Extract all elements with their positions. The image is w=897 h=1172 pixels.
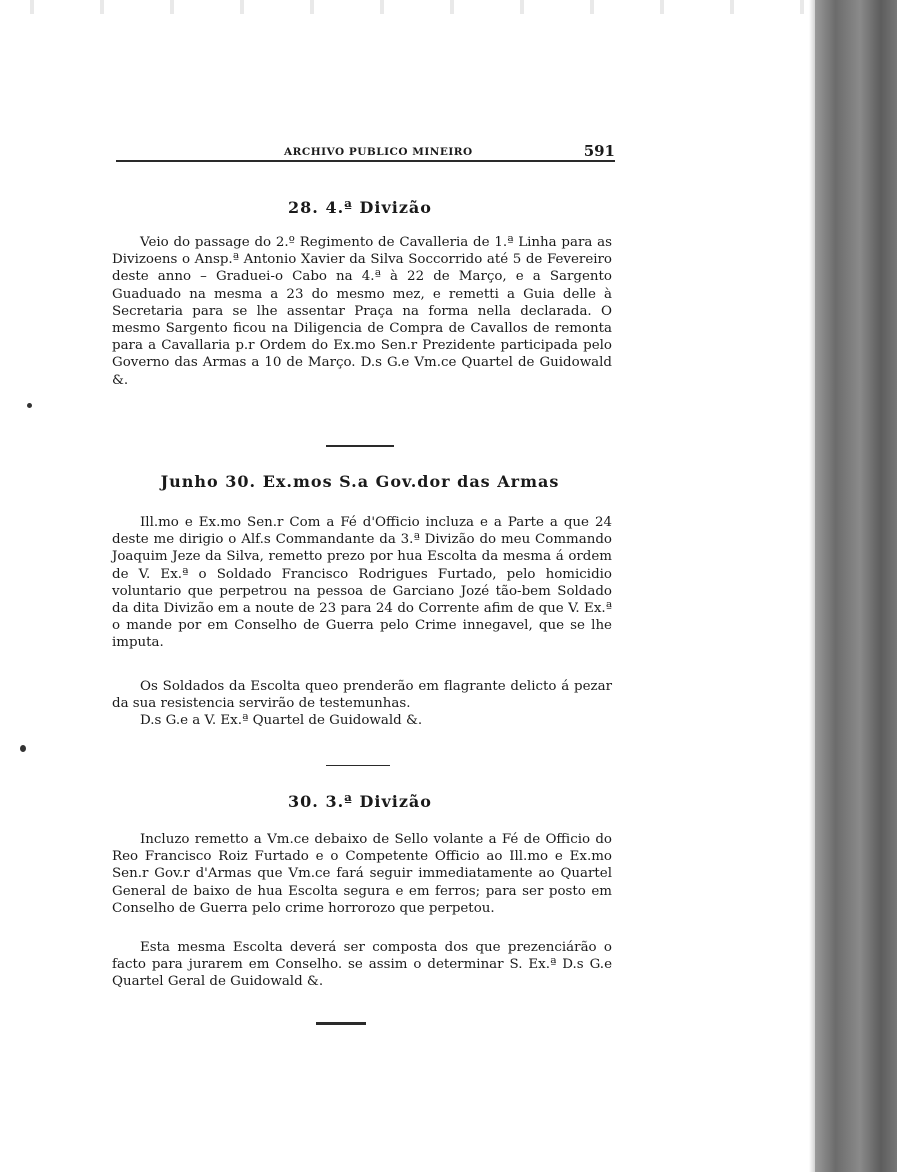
paragraph-escolta-witnesses: Os Soldados da Escolta queo prenderão em flagrante delicto á pezar da sua resistencia servirão de testemunhas. (112, 679, 612, 712)
paragraph-escort-composition: Esta mesma Escolta deverá ser composta dos que prezenciárão o facto para jurarem em Conselho. se assim o determinar S. Ex.ª D.s G.e Quartel Geral de Guidowald &. (112, 940, 612, 990)
end-ornament-rule (316, 1022, 366, 1025)
letter-closing: D.s G.e a V. Ex.ª Quartel de Guidowald &. (140, 713, 423, 729)
paragraph-4a-divizao: Veio do passage do 2.º Regimento de Cavalleria de 1.ª Linha para as Divizoens o Ansp.ª Antonio Xavier da Silva Soccorrido até 5 de Fevereiro deste anno – Graduei-o Cabo na 4.ª à 22 de Março, e a Sargento Guaduado na mesma a 23 do mesmo mez, e remetti a Guia delle à Secretaria para se lhe assentar Praça na forma nella declarada. O mesmo Sargento ficou na Diligencia de Compra de Cavallos de remonta para a Cavallaria p.r Ordem do Ex.mo Sen.r Prezidente participada pelo Governo das Armas a 10 de Março. D.s G.e Vm.ce Quartel de Guidowald &. (112, 235, 612, 388)
paragraph-remittance: Incluzo remetto a Vm.ce debaixo de Sello volante a Fé de Officio do Reo Francisco Roiz Furtado e o Competente Officio ao Ill.mo e Ex.mo Sen.r Gov.r d'Armas que Vm.ce fará seguir immediatamente ao Quartel General de baixo de hua Escolta segura e em ferros; para ser posto em Conselho de Guerra pelo crime horrorozo que perpetou. (112, 832, 612, 916)
section-separator (326, 765, 390, 766)
margin-speck (27, 403, 32, 408)
section-separator (326, 445, 394, 447)
margin-speck (20, 745, 26, 752)
header-rule (116, 160, 615, 162)
letter-continuation (112, 678, 612, 730)
section-heading-4a-divizao: 28. 4.ª Divizão (288, 198, 432, 217)
section-heading-3a-divizao: 30. 3.ª Divizão (288, 792, 432, 811)
running-header (116, 144, 615, 166)
section-heading-junho-30: Junho 30. Ex.mos S.a Gov.dor das Armas (160, 472, 560, 491)
page-number: 591 (583, 142, 615, 160)
book-spine-shadow (815, 0, 897, 1172)
paragraph-letter-body: Ill.mo e Ex.mo Sen.r Com a Fé d'Officio incluza e a Parte a que 24 deste me dirigio o Alf.s Commandante da 3.ª Divizão do meu Commando Joaquim Jeze da Silva, remetto prezo por hua Escolta da mesma á ordem de V. Ex.ª o Soldado Francisco Rodrigues Furtado, pelo homicidio voluntario que perpetrou na pessoa de Garciano Jozé tão-bem Soldado da dita Divizão em a noute de 23 para 24 do Corrente afim de que V. Ex.ª o mande por em Conselho de Guerra pelo Crime innegavel, que se lhe imputa. (112, 515, 612, 651)
running-header-title: ARCHIVO PUBLICO MINEIRO (284, 146, 473, 158)
scan-top-edge (0, 0, 897, 14)
